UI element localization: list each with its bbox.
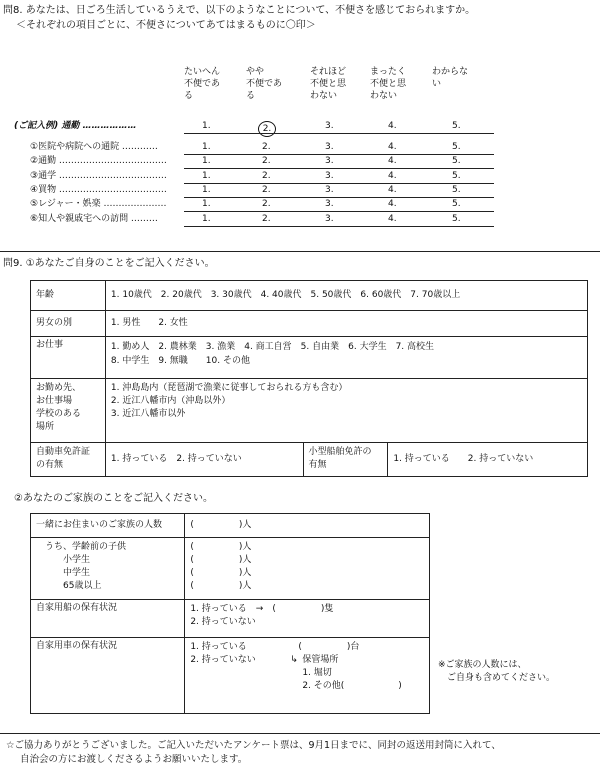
q8-item-choice-4[interactable]: 4.	[388, 184, 397, 195]
q8-item-choice-5[interactable]: 5.	[452, 184, 461, 195]
q8-item-row	[14, 199, 500, 211]
q8-item-row	[14, 185, 500, 197]
q8-item-choice-5[interactable]: 5.	[452, 199, 461, 210]
q8-question: 問8. あなたは、日ごろ生活しているうえで、以下のようなことについて、不便さを感じておられますか。	[3, 5, 476, 16]
boat-license-label: 小型船舶免許の 有無	[303, 443, 388, 477]
q9-title: 問9. ①あなたご自身のことをご記入ください。	[3, 258, 215, 269]
q8-item-choice-3[interactable]: 3.	[325, 199, 334, 210]
q8-item-choice-5[interactable]: 5.	[452, 170, 461, 181]
q8-item-row	[14, 142, 500, 154]
place-line-3: 3. 近江八幡市以外	[110, 409, 186, 419]
car-own-count: ( )台	[298, 642, 360, 652]
q8-item-choice-5[interactable]: 5.	[452, 142, 461, 152]
q8-item-choice-2[interactable]: 2.	[262, 156, 271, 167]
q8-item-label: ⑥知人や親戚宅への訪問 ………	[30, 213, 158, 224]
q8-option-3: それほど 不便と思 わない	[310, 67, 347, 101]
place-options[interactable]	[105, 379, 587, 443]
place-line-1: 1. 沖島島内（琵琶湖で漁業に従事しておられる方も含む）	[110, 383, 348, 393]
q8-item-choice-5[interactable]: 5.	[452, 213, 461, 224]
q8-item-choice-3[interactable]: 3.	[325, 142, 334, 152]
q8-item-choice-1[interactable]: 1.	[202, 142, 211, 152]
q8-item-choice-4[interactable]: 4.	[388, 142, 397, 152]
q8-item-choice-2[interactable]: 2.	[262, 170, 271, 181]
license-label: 自動車免許証 の有無	[31, 443, 106, 477]
q8-example-label: (ご記入例) 通勤 ………………	[14, 121, 137, 131]
q8-item-choice-1[interactable]: 1.	[202, 184, 211, 195]
q8-item-row	[14, 171, 500, 183]
footer-line-2: 自治会の方にお渡しくださるようお願いいたします。	[20, 754, 248, 765]
q8-item-label: ④買物 ………………………………	[30, 184, 167, 195]
age-options[interactable]: 1. 10歳代 2. 20歳代 3. 30歳代 4. 40歳代 5. 50歳代 6. 60歳代 7. 70歳以上	[105, 281, 587, 311]
q8-item-choice-1[interactable]: 1.	[202, 170, 211, 181]
boat-own-label: 自家用船の保有状況	[31, 600, 185, 638]
q8-item-choice-4[interactable]: 4.	[388, 199, 397, 210]
divider	[0, 733, 600, 734]
q8-option-1: たいへん 不便であ る	[184, 67, 221, 101]
q8-example-num-4: 4.	[388, 121, 397, 131]
q8-item-label: ①医院や病院への通院 …………	[30, 142, 158, 152]
q8-item-choice-5[interactable]: 5.	[452, 156, 461, 167]
car-own-row-1	[190, 641, 424, 654]
q8-example-num-5: 5.	[452, 121, 461, 131]
q8-item-choice-2[interactable]: 2.	[262, 184, 271, 195]
q8-item-choice-1[interactable]: 1.	[202, 199, 211, 210]
place-line-2: 2. 近江八幡市内（沖島以外）	[110, 396, 231, 406]
car-own-line-2: 2. 持っていない	[190, 655, 256, 665]
q8-item-choice-1[interactable]: 1.	[202, 156, 211, 167]
sex-options[interactable]: 1. 男性 2. 女性	[105, 311, 587, 337]
car-own-storage: 保管場所	[302, 655, 339, 665]
q8-item-choice-3[interactable]: 3.	[325, 156, 334, 167]
car-own-sub-1: 1. 堀切	[302, 668, 332, 678]
job-line-1: 1. 勤め人 2. 農林業 3. 漁業 4. 商工自営 5. 自由業 6. 大学生 7. 高校生	[110, 342, 435, 352]
q8-item-choice-3[interactable]: 3.	[325, 213, 334, 224]
q8-example-num-1: 1.	[202, 121, 211, 131]
q8-option-2: やや 不便であ る	[246, 67, 283, 101]
q8-item-label: ③通学 ………………………………	[30, 170, 167, 181]
household-label: 一緒にお住まいのご家族の人数	[31, 514, 185, 538]
q8-item-choice-3[interactable]: 3.	[325, 170, 334, 181]
q8-item-choice-1[interactable]: 1.	[202, 213, 211, 224]
boat-own-line-2: 2. 持っていない	[190, 617, 256, 627]
q8-item-label: ②通勤 ………………………………	[30, 156, 167, 167]
divider	[0, 251, 600, 252]
q8-example-row	[14, 121, 500, 133]
car-own-row-2	[190, 654, 424, 667]
family-sub-label: うち、学齢前の子供 小学生 中学生 65歳以上	[31, 538, 185, 600]
car-own-label: 自家用車の保有状況	[31, 638, 185, 714]
q8-example-num-3: 3.	[325, 121, 334, 131]
job-line-2: 8. 中学生 9. 無職 10. その他	[110, 356, 250, 366]
sex-label: 男女の別	[31, 311, 106, 337]
answer-circle: 2.	[258, 121, 276, 137]
q8-example-num-2	[262, 121, 276, 137]
arrow-icon: ↳	[290, 655, 298, 665]
boat-own-line-1: 1. 持っている → ( )隻	[190, 604, 334, 614]
q9b-title: ②あなたのご家族のことをご記入ください。	[14, 493, 213, 504]
q8-instruction: ＜それぞれの項目ごとに、不便さについてあてはまるものに〇印＞	[16, 20, 316, 31]
q9-self-table	[30, 280, 588, 477]
q8-item-choice-2[interactable]: 2.	[262, 142, 271, 152]
q8-item-choice-4[interactable]: 4.	[388, 170, 397, 181]
job-options[interactable]	[105, 337, 587, 379]
car-own-options[interactable]	[185, 638, 430, 714]
place-label: お勤め先、 お仕事場 学校のある 場所	[31, 379, 106, 443]
age-label: 年齢	[31, 281, 106, 311]
boat-own-options[interactable]	[185, 600, 430, 638]
job-label: お仕事	[31, 337, 106, 379]
q8-item-choice-2[interactable]: 2.	[262, 199, 271, 210]
household-value[interactable]: ( )人	[185, 514, 430, 538]
family-note: ※ご家族の人数には、 ご自身も含めてください。	[438, 660, 556, 683]
boat-license-options[interactable]: 1. 持っている 2. 持っていない	[388, 443, 588, 477]
car-own-line-1: 1. 持っている	[190, 642, 247, 652]
q8-item-choice-4[interactable]: 4.	[388, 213, 397, 224]
q8-item-label: ⑤レジャー・娯楽 …………………	[30, 199, 167, 210]
q9-family-table	[30, 513, 430, 714]
q8-option-5: わからな い	[432, 67, 469, 89]
q8-item-row	[14, 156, 500, 168]
q8-item-choice-4[interactable]: 4.	[388, 156, 397, 167]
q8-item-row	[14, 214, 500, 226]
footer-line-1: ☆ご協力ありがとうございました。ご記入いただいたアンケート票は、9月1日までに、同封の返送用封筒に入れて、	[6, 740, 501, 751]
q8-option-4: まったく 不便と思 わない	[370, 67, 407, 101]
family-sub-values[interactable]: ( )人 ( )人 ( )人 ( )人	[185, 538, 430, 600]
q8-item-choice-3[interactable]: 3.	[325, 184, 334, 195]
car-own-sub-2: 2. その他( )	[302, 681, 402, 691]
license-options[interactable]: 1. 持っている 2. 持っていない	[105, 443, 303, 477]
q8-item-choice-2[interactable]: 2.	[262, 213, 271, 224]
